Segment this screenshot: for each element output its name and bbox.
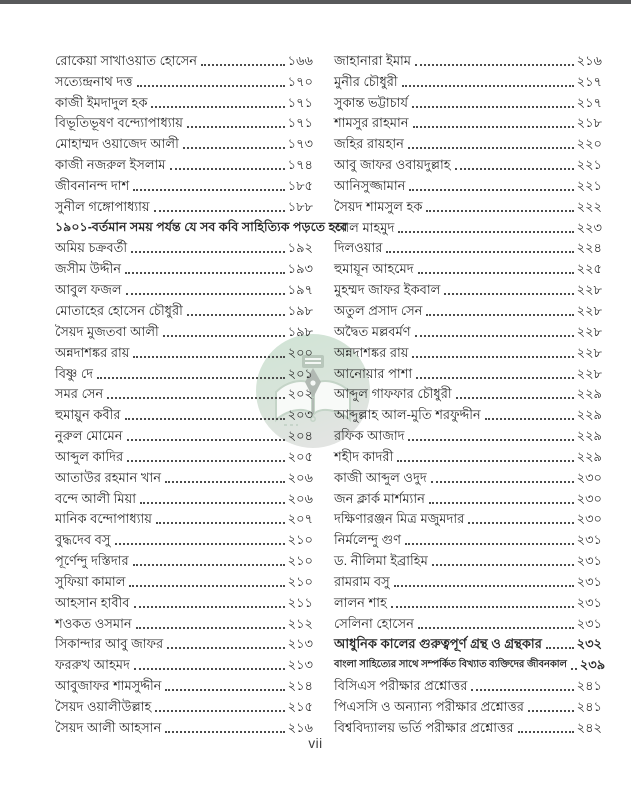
- toc-entry-label: মুহম্মদ জাফর ইকবাল: [334, 282, 441, 298]
- toc-entry-label: দক্ষিণারঞ্জন মিত্র মজুমদার: [334, 511, 465, 527]
- toc-entry: [55, 299, 313, 320]
- toc-entry-page-number: ১৮৫: [287, 177, 313, 193]
- dot-leader: [167, 647, 284, 649]
- toc-entry-label: সেলিনা হোসেন: [334, 615, 414, 631]
- toc-entry-label: বিশ্ববিদ্যালয় ভর্তি পরীক্ষার প্রশ্নোত্তর: [334, 719, 514, 735]
- dot-leader: [405, 543, 574, 545]
- toc-entry-page-number: ২৪১: [576, 699, 602, 714]
- toc-entry: [55, 112, 313, 133]
- toc-entry-label: পূর্ণেন্দু দস্তিদার: [55, 553, 129, 569]
- dot-leader: [125, 418, 285, 420]
- toc-entry: [334, 653, 606, 674]
- dot-leader: [127, 460, 285, 462]
- toc-entry-label: শহীদ কাদরী: [334, 448, 394, 464]
- dot-leader: [386, 251, 573, 253]
- toc-entry-label: মোহাম্মদ ওয়াজেদ আলী: [55, 136, 179, 152]
- toc-entry: [55, 383, 313, 404]
- toc-entry: [334, 466, 602, 487]
- toc-entry-label: সমর সেন: [55, 386, 104, 402]
- toc-entry-label: আহসান হাবীব: [55, 594, 130, 610]
- toc-entry-label: বিভূতিভূষণ বন্দ্যোপাধ্যায়: [55, 115, 183, 131]
- toc-entry-page-number: ২১৩: [287, 636, 313, 652]
- toc-entry: [334, 49, 602, 70]
- dot-leader: [418, 272, 574, 274]
- toc-entry-page-number: ২১২: [287, 615, 313, 631]
- dot-leader: [571, 668, 577, 670]
- toc-entry-page-number: ২১৭: [576, 73, 602, 89]
- toc-entry: [55, 320, 313, 341]
- toc-entry: [55, 674, 313, 695]
- toc-entry-page-number: ২১৮: [576, 115, 602, 131]
- toc-entry-label: সুফিয়া কামাল: [55, 573, 126, 589]
- dot-leader: [546, 647, 574, 649]
- dot-leader: [432, 564, 574, 566]
- toc-entry-label: আবুজাফর শামসুদ্দীন: [55, 678, 162, 694]
- toc-entry-label: নুরুল মোমেন: [55, 428, 123, 444]
- dot-leader: [426, 210, 573, 212]
- toc-entry-label: সত্যেন্দ্রনাথ দত্ত: [55, 73, 133, 89]
- toc-entry-page-number: ২১১: [287, 594, 313, 610]
- toc-entry: [55, 257, 313, 278]
- dot-leader: [456, 397, 574, 399]
- toc-entry: [334, 487, 602, 508]
- toc-entry: [55, 237, 313, 258]
- toc-entry-page-number: ২৩১: [576, 532, 602, 548]
- toc-entry: [55, 549, 313, 570]
- toc-entry-label: সুকান্ত ভট্টাচার্য: [334, 94, 408, 110]
- toc-entry-label: বিষ্ণু দে: [55, 365, 93, 381]
- toc-section-title: ১৯০১-বর্তমান সময় পর্যন্ত যে সব কবি সাহিত্যিক পড়তে হবে: [55, 219, 348, 234]
- dot-leader: [165, 481, 285, 483]
- toc-entry-page-number: ২৩১: [576, 573, 602, 589]
- toc-entry-label: বিসিএস পরীক্ষার প্রশ্নোত্তর: [334, 678, 468, 694]
- toc-entry: [334, 716, 602, 737]
- dot-leader: [129, 585, 284, 587]
- toc-entry: [334, 70, 602, 91]
- toc-entry: [334, 153, 602, 174]
- dot-leader: [170, 168, 285, 170]
- toc-entry-page-number: ২১৩: [287, 657, 313, 673]
- toc-entry-page-number: ২০২: [287, 386, 313, 402]
- toc-entry-label: রোকেয়া সাখাওয়াত হোসেন: [55, 52, 198, 68]
- dot-leader: [431, 481, 574, 483]
- toc-entry-page-number: ১৭৩: [287, 136, 313, 152]
- toc-entry-label: আবু জাফর ওবায়দুল্লাহ: [334, 157, 451, 173]
- toc-entry-page-number: ২৩০: [576, 490, 602, 506]
- toc-entry-page-number: ১৯৮: [287, 302, 313, 318]
- toc-entry-page-number: ২২০: [576, 136, 602, 152]
- dot-leader: [133, 189, 284, 191]
- toc-entry-label: জসীম উদ্দীন: [55, 261, 121, 277]
- toc-entry-page-number: ২৩২: [576, 636, 602, 652]
- toc-entry: [55, 716, 313, 737]
- toc-entry: [334, 216, 602, 237]
- dot-leader: [444, 293, 573, 295]
- toc-entry: [334, 237, 602, 258]
- toc-entry-label: শওকত ওসমান: [55, 615, 132, 631]
- dot-leader: [151, 106, 284, 108]
- toc-entry-page-number: ১৯৭: [287, 282, 313, 298]
- toc-entry-page-number: ২৩৯: [579, 657, 606, 673]
- dot-leader: [134, 668, 285, 670]
- toc-entry-page-number: ২১০: [287, 532, 313, 548]
- dot-leader: [187, 126, 285, 128]
- toc-entry-label: আনিসুজ্জামান: [334, 177, 406, 193]
- dot-leader: [408, 439, 573, 441]
- dot-leader: [416, 377, 573, 379]
- toc-entry-label: মোতাহের হোসেন চৌধুরী: [55, 302, 183, 318]
- toc-entry-page-number: ২৩০: [576, 511, 602, 527]
- toc-entry-page-number: ২০৫: [287, 448, 313, 464]
- toc-column-right: [334, 49, 606, 737]
- toc-entry-label: অন্নদাশঙ্কর রায়: [334, 344, 409, 360]
- toc-entry-label: জীবনানন্দ দাশ: [55, 177, 130, 193]
- toc-entry-page-number: ২২৮: [576, 344, 602, 360]
- toc-entry-page-number: ১৭০: [287, 73, 313, 89]
- dot-leader: [97, 377, 285, 379]
- dot-leader: [126, 293, 285, 295]
- dot-leader: [115, 543, 285, 545]
- toc-entry-page-number: ২১৪: [287, 678, 313, 694]
- toc-entry-page-number: ১৯৩: [287, 261, 313, 277]
- dot-leader: [163, 335, 285, 337]
- toc-entry-page-number: ২৩১: [576, 553, 602, 569]
- toc-entry-page-number: ২১৬: [287, 719, 313, 735]
- dot-leader: [412, 106, 574, 108]
- dot-leader: [154, 210, 285, 212]
- toc-entry-page-number: ২০১: [287, 365, 313, 381]
- dot-leader: [125, 272, 285, 274]
- toc-entry: [55, 403, 313, 424]
- toc-entry: [55, 570, 313, 591]
- toc-entry: [55, 466, 313, 487]
- toc-entry-page-number: ২২৫: [576, 261, 602, 277]
- toc-entry-page-number: ২০৬: [287, 469, 313, 485]
- toc-entry-label: নির্মলেন্দু গুণ: [334, 532, 402, 548]
- toc-entry-page-number: ২০৬: [287, 490, 313, 506]
- toc-entry: [334, 633, 602, 654]
- toc-entry-page-number: ২১০: [287, 573, 313, 589]
- toc-entry: [334, 257, 602, 278]
- toc-entry: [55, 362, 313, 383]
- toc-entry: [55, 49, 313, 70]
- toc-entry-page-number: ১৯২: [287, 240, 313, 256]
- toc-entry: [55, 612, 313, 633]
- toc-entry: [55, 487, 313, 508]
- toc-entry-page-number: ২৪১: [576, 678, 602, 694]
- dot-leader: [418, 627, 574, 629]
- dot-leader: [140, 502, 285, 504]
- toc-entry: [55, 70, 313, 91]
- dot-leader: [429, 502, 574, 504]
- toc-entry-label: জন ক্লার্ক মার্শম্যান: [334, 490, 425, 506]
- toc-entry: [334, 549, 602, 570]
- toc-entry: [55, 341, 313, 362]
- toc-entry-label: আব্দুল কাদির: [55, 448, 124, 464]
- toc-entry-label: হুমায়ুন কবীর: [55, 407, 121, 423]
- toc-entry-page-number: ২২৯: [576, 386, 602, 402]
- toc-entry-page-number: ২২৮: [576, 302, 602, 318]
- toc-entry-label: ফররুখ আহমদ: [55, 657, 130, 673]
- toc-entry-page-number: ১৭৪: [287, 157, 313, 173]
- toc-entry: [55, 278, 313, 299]
- toc-entry-page-number: ২২৮: [576, 365, 602, 381]
- dot-leader: [426, 314, 573, 316]
- dot-leader: [133, 564, 285, 566]
- toc-entry: [55, 633, 313, 654]
- toc-entry: [55, 132, 313, 153]
- toc-entry: [334, 362, 602, 383]
- dot-leader: [455, 168, 574, 170]
- dot-leader: [528, 710, 574, 712]
- toc-entry-page-number: ১৬৬: [287, 52, 313, 68]
- toc-entry: [334, 528, 602, 549]
- toc-entry: [334, 445, 602, 466]
- toc-entry-label: রফিক আজাদ: [334, 428, 405, 444]
- toc-entry: [334, 508, 602, 529]
- toc-section-header: [55, 216, 348, 237]
- toc-entry-page-number: ২১৭: [576, 94, 602, 110]
- page-top-border: [0, 0, 631, 4]
- toc-entry: [55, 195, 313, 216]
- toc-entry-page-number: ২৩১: [576, 594, 602, 610]
- toc-entry-page-number: ২০৩: [287, 407, 313, 423]
- dot-leader: [398, 231, 573, 233]
- toc-entry-label: সৈয়দ আলী আহসান: [55, 719, 162, 735]
- toc-entry-label: আনোয়ার পাশা: [334, 365, 413, 381]
- toc-entry: [334, 695, 602, 716]
- toc-entry: [55, 445, 313, 466]
- toc-entry-label: বাংলা সাহিত্যের সাথে সম্পর্কিত বিখ্যাত ব্যক্তিদের জীবনকাল: [334, 659, 567, 671]
- toc-entry-page-number: ২১৬: [576, 52, 602, 68]
- toc-entry: [334, 674, 602, 695]
- toc-entry: [334, 299, 602, 320]
- dot-leader: [156, 522, 285, 524]
- toc-entry-label: কাজী ইমদাদুল হক: [55, 94, 148, 110]
- toc-entry-page-number: ২২১: [576, 177, 602, 193]
- toc-entry: [334, 195, 602, 216]
- toc-entry-label: অদ্বৈত মল্লবর্মণ: [334, 323, 411, 339]
- toc-entry: [334, 383, 602, 404]
- toc-entry-page-number: ১৭১: [287, 115, 313, 131]
- dot-leader: [471, 689, 573, 691]
- dot-leader: [397, 460, 573, 462]
- toc-entry-page-number: ২১৫: [287, 699, 313, 714]
- dot-leader: [165, 689, 284, 691]
- toc-entry-label: আধুনিক কালের গুরুত্বপূর্ণ গ্রন্থ ও গ্রন্থকার: [334, 636, 542, 652]
- toc-entry-label: আবুল ফজল: [55, 282, 122, 298]
- dot-leader: [402, 85, 574, 87]
- toc-entry-page-number: ২১০: [287, 553, 313, 569]
- toc-entry: [334, 112, 602, 133]
- toc-entry-label: ড. নীলিমা ইব্রাহিম: [334, 553, 428, 569]
- toc-entry-label: সুনীল গঙ্গোপাধ্যায়: [55, 198, 150, 214]
- toc-entry: [334, 612, 602, 633]
- dot-leader: [415, 335, 574, 337]
- toc-entry: [334, 278, 602, 299]
- toc-entry: [334, 591, 602, 612]
- dot-leader: [468, 522, 573, 524]
- toc-entry-label: মুনীর চৌধুরী: [334, 73, 398, 89]
- toc-entry: [55, 528, 313, 549]
- dot-leader: [485, 418, 574, 420]
- toc-entry-label: সৈয়দ মুজতবা আলী: [55, 323, 159, 339]
- toc-entry-label: জাহানারা ইমাম: [334, 52, 412, 68]
- dot-leader: [394, 585, 574, 587]
- toc-entry-label: রামরাম বসু: [334, 573, 390, 589]
- dot-leader: [201, 64, 285, 66]
- toc-entry-page-number: ২২৯: [576, 428, 602, 444]
- toc-entry-page-number: ২২৯: [576, 448, 602, 464]
- dot-leader: [391, 606, 574, 608]
- toc-entry-label: শামসুর রাহমান: [334, 115, 409, 131]
- toc-entry-label: হুমায়ূন আহমেদ: [334, 261, 414, 277]
- dot-leader: [136, 627, 285, 629]
- toc-column-left: [55, 49, 348, 737]
- toc-entry-label: আতাউর রহমান খান: [55, 469, 161, 485]
- toc-entry: [55, 153, 313, 174]
- toc-entry-page-number: ১৭১: [287, 94, 313, 110]
- toc-entry: [334, 341, 602, 362]
- toc-entry-page-number: ২০০: [287, 344, 313, 360]
- toc-entry-page-number: ২২৮: [576, 282, 602, 298]
- toc-entry-label: মানিক বন্দোপাধ্যায়: [55, 511, 152, 527]
- toc-entry-page-number: ২০৪: [287, 428, 313, 444]
- toc-entry-page-number: ২২৪: [576, 240, 602, 256]
- toc-entry-label: বন্দে আলী মিয়া: [55, 490, 137, 506]
- toc-entry: [334, 91, 602, 112]
- toc-entry-page-number: ১৯৮: [287, 323, 313, 339]
- toc-entry-label: সৈয়দ ওয়ালীউল্লাহ: [55, 699, 152, 714]
- dot-leader: [413, 126, 574, 128]
- dot-leader: [133, 356, 284, 358]
- toc-entry-label: সিকান্দার আবু জাফর: [55, 636, 164, 652]
- toc-entry-label: আল মাহমুদ: [334, 219, 395, 235]
- toc-entry-label: দিলওয়ার: [334, 240, 383, 256]
- toc-entry: [334, 320, 602, 341]
- toc-entry-page-number: ২২২: [576, 198, 602, 214]
- toc-entry-label: অমিয় চক্রবর্তী: [55, 240, 128, 256]
- dot-leader: [409, 189, 573, 191]
- toc-entry-page-number: ২৪২: [576, 719, 602, 735]
- page-number-footer: vii: [308, 736, 323, 751]
- dot-leader: [165, 731, 284, 733]
- toc-entry: [334, 174, 602, 195]
- toc-entry: [334, 570, 602, 591]
- toc-entry: [55, 695, 313, 716]
- toc-entry-label: অতুল প্রসাদ সেন: [334, 302, 423, 318]
- toc-entry-label: সৈয়দ শামসুল হক: [334, 198, 423, 214]
- dot-leader: [187, 314, 285, 316]
- dot-leader: [155, 710, 284, 712]
- dot-leader: [415, 64, 574, 66]
- toc-entry-label: কাজী নজরুল ইসলাম: [55, 157, 166, 173]
- toc-entry-label: পিএসসি ও অন্যান্য পরীক্ষার প্রশ্নোত্তর: [334, 699, 524, 714]
- toc-entry: [55, 91, 313, 112]
- toc-entry: [55, 174, 313, 195]
- dot-leader: [518, 731, 574, 733]
- toc-entry-page-number: ১৮৮: [287, 198, 313, 214]
- dot-leader: [107, 397, 284, 399]
- dot-leader: [131, 251, 285, 253]
- toc-entry-label: জহির রায়হান: [334, 136, 404, 152]
- toc-content: [55, 49, 606, 737]
- toc-entry-label: আব্দুল গাফফার চৌধুরী: [334, 386, 452, 402]
- toc-entry: [55, 653, 313, 674]
- dot-leader: [137, 85, 285, 87]
- toc-entry-label: কাজী আব্দুল ওদুদ: [334, 469, 427, 485]
- dot-leader: [127, 439, 285, 441]
- toc-entry: [55, 424, 313, 445]
- toc-entry-label: অন্নদাশঙ্কর রায়: [55, 344, 130, 360]
- toc-entry: [334, 424, 602, 445]
- toc-entry: [55, 591, 313, 612]
- toc-entry-label: আব্দুল্লাহ আল-মুতি শরফুদ্দীন: [334, 407, 481, 423]
- toc-entry-page-number: ২৩১: [576, 615, 602, 631]
- toc-entry: [55, 508, 313, 529]
- dot-leader: [412, 356, 573, 358]
- toc-entry-page-number: ২২৩: [576, 219, 602, 235]
- toc-entry-page-number: ২৩০: [576, 469, 602, 485]
- toc-entry-label: লালন শাহ: [334, 594, 387, 610]
- toc-entry-page-number: ২২১: [576, 157, 602, 173]
- dot-leader: [134, 606, 285, 608]
- dot-leader: [183, 147, 285, 149]
- toc-entry-page-number: ২২৮: [576, 323, 602, 339]
- toc-entry-page-number: ২২৯: [576, 407, 602, 423]
- toc-entry-page-number: ২০৭: [287, 511, 313, 527]
- toc-entry: [334, 403, 602, 424]
- toc-entry: [334, 132, 602, 153]
- dot-leader: [408, 147, 574, 149]
- toc-entry-label: বুদ্ধদেব বসু: [55, 532, 111, 548]
